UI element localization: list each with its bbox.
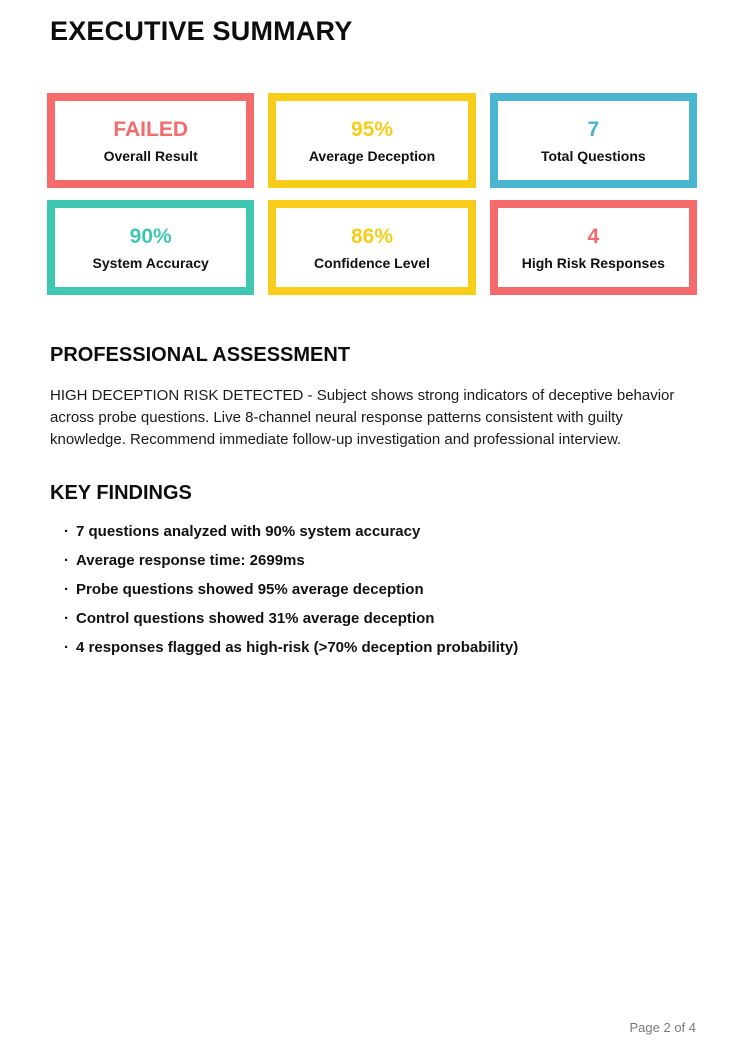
stat-label-system-accuracy: System Accuracy bbox=[92, 254, 209, 271]
key-finding-text: Average response time: 2699ms bbox=[76, 552, 305, 569]
stat-value-confidence-level: 86% bbox=[350, 224, 393, 248]
stat-card-overall-result bbox=[47, 93, 254, 188]
key-findings-heading: KEY FINDINGS bbox=[50, 482, 192, 504]
stat-card-total-questions bbox=[490, 93, 697, 188]
key-finding-item bbox=[50, 523, 697, 541]
stat-value-average-deception: 95% bbox=[350, 117, 393, 141]
key-finding-text: 4 responses flagged as high-risk (>70% deception probability) bbox=[76, 639, 519, 656]
key-findings-list bbox=[50, 523, 697, 657]
stat-card-high-risk-responses bbox=[490, 200, 697, 295]
bullet-icon: · bbox=[64, 581, 69, 598]
key-finding-item bbox=[50, 610, 697, 628]
stat-card-system-accuracy bbox=[47, 200, 254, 295]
key-finding-item bbox=[50, 581, 697, 599]
stat-label-confidence-level: Confidence Level bbox=[314, 254, 430, 271]
stat-card-average-deception bbox=[268, 93, 475, 188]
stat-value-system-accuracy: 90% bbox=[129, 224, 172, 248]
stat-card-confidence-level bbox=[268, 200, 475, 295]
key-finding-item bbox=[50, 639, 697, 657]
key-finding-item bbox=[50, 552, 697, 570]
summary-stats-grid bbox=[47, 93, 697, 295]
key-finding-text: Control questions showed 31% average deception bbox=[76, 610, 435, 627]
stat-value-total-questions: 7 bbox=[587, 117, 600, 141]
bullet-icon: · bbox=[64, 552, 69, 569]
stat-label-average-deception: Average Deception bbox=[308, 147, 436, 164]
stat-label-high-risk-responses: High Risk Responses bbox=[521, 254, 665, 271]
professional-assessment-heading: PROFESSIONAL ASSESSMENT bbox=[50, 344, 351, 366]
report-page bbox=[0, 16, 743, 1060]
stat-label-overall-result: Overall Result bbox=[103, 147, 198, 164]
bullet-icon: · bbox=[64, 610, 69, 627]
stat-value-high-risk-responses: 4 bbox=[587, 224, 600, 248]
stat-label-total-questions: Total Questions bbox=[540, 147, 646, 164]
page-title: EXECUTIVE SUMMARY bbox=[50, 16, 353, 46]
bullet-icon: · bbox=[64, 523, 69, 540]
stat-value-overall-result: FAILED bbox=[113, 117, 188, 141]
page-number: Page 2 of 4 bbox=[629, 1020, 696, 1035]
key-finding-text: 7 questions analyzed with 90% system accuracy bbox=[76, 523, 421, 540]
professional-assessment-body: HIGH DECEPTION RISK DETECTED - Subject shows strong indicators of deceptive behavior across probe questions. Live 8-channel neural response patterns consistent with guilty knowledge. Recommend immediate follow-up investigation and professional interview. bbox=[50, 387, 675, 448]
bullet-icon: · bbox=[64, 639, 69, 656]
key-finding-text: Probe questions showed 95% average deception bbox=[76, 581, 424, 598]
